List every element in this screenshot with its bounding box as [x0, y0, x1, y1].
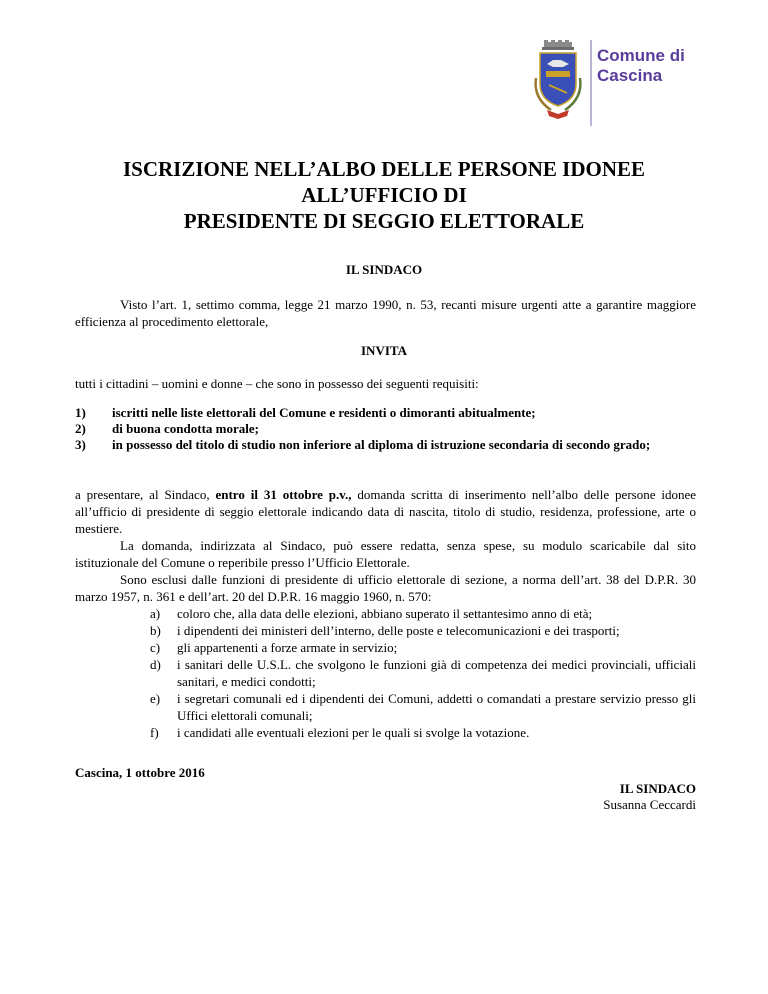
list-item-text: i segretari comunali ed i dipendenti dei Comuni, addetti o comandati a prestare servizio presso gli Uffici elettorali comunali;	[177, 691, 696, 723]
logo-line-2: Cascina	[597, 66, 663, 85]
list-item-number: 2)	[75, 421, 86, 436]
list-item-letter: e)	[150, 691, 161, 706]
list-item	[150, 605, 696, 622]
municipal-crest-icon	[527, 40, 589, 126]
list-item-text: in possesso del titolo di studio non inferiore al diploma di istruzione secondaria di secondo grado;	[112, 437, 651, 452]
logo-text	[597, 46, 685, 86]
heading-sindaco: IL SINDACO	[345, 262, 423, 277]
date-line: Cascina, 1 ottobre 2016	[75, 765, 205, 780]
esclusi-paragraph: Sono esclusi dalle funzioni di presidente di ufficio elettorale di sezione, a norma dell’art. 38 del D.P.R. 30 marzo 1957, n. 361 e dell’art. 20 del D.P.R. 16 maggio 1960, n. 570:	[75, 572, 696, 604]
list-item-number: 3)	[75, 437, 86, 452]
heading-invita: INVITA	[361, 343, 407, 358]
logo	[527, 40, 698, 126]
list-item-text: iscritti nelle liste elettorali del Comune e residenti o dimoranti abitualmente;	[112, 405, 536, 420]
exclusions-list	[150, 605, 696, 741]
list-item	[150, 656, 696, 690]
request-text-after: domanda scritta di inserimento nell’albo delle persone idonee all’ufficio di presidente di seggio elettorale indicando data di nascita, titolo di studio, residenza, professione, arte o mestiere.	[75, 487, 697, 536]
list-item	[75, 437, 696, 453]
list-item	[150, 622, 696, 639]
title-line-1: ISCRIZIONE NELL’ALBO DELLE PERSONE IDONEE	[122, 157, 646, 181]
request-paragraph	[75, 486, 696, 537]
list-item-letter: c)	[150, 640, 161, 655]
requirements-list	[75, 405, 696, 453]
domanda-paragraph: La domanda, indirizzata al Sindaco, può essere redatta, senza spese, su modulo scaricabile dal sito istituzionale del Comune o reperibile presso l’Ufficio Elettorale.	[75, 538, 696, 570]
list-item	[75, 405, 696, 421]
list-item-letter: d)	[150, 657, 161, 672]
logo-line-1: Comune di	[597, 46, 685, 65]
list-item	[150, 639, 696, 656]
list-item	[150, 724, 696, 741]
list-item	[150, 690, 696, 724]
request-text-before: a presentare, al Sindaco,	[75, 487, 216, 502]
signature-name: Susanna Ceccardi	[603, 797, 696, 812]
list-item-number: 1)	[75, 405, 86, 420]
deadline-text: entro il 31 ottobre p.v.,	[215, 487, 352, 502]
title-line-3: PRESIDENTE DI SEGGIO ELETTORALE	[183, 209, 585, 233]
title-line-2: ALL’UFFICIO DI	[301, 183, 467, 207]
document-title	[0, 156, 768, 234]
signature-role: IL SINDACO	[619, 781, 696, 796]
list-item-text: i dipendenti dei ministeri dell’interno, delle poste e telecomunicazioni e dei trasporti;	[177, 623, 620, 638]
body-paragraphs	[75, 486, 696, 605]
list-item-letter: b)	[150, 623, 161, 638]
intro-paragraph: tutti i cittadini – uomini e donne – che sono in possesso dei seguenti requisiti:	[75, 376, 479, 391]
list-item-text: i sanitari delle U.S.L. che svolgono le funzioni già di competenza dei medici provinciali, ufficiali sanitari, e medici condotti;	[177, 657, 696, 689]
list-item-letter: a)	[150, 606, 161, 621]
list-item-text: di buona condotta morale;	[112, 421, 259, 436]
visto-paragraph: Visto l’art. 1, settimo comma, legge 21 marzo 1990, n. 53, recanti misure urgenti atte a garantire maggiore efficienza al procedimento elettorale,	[75, 297, 696, 329]
list-item-text: i candidati alle eventuali elezioni per le quali si svolge la votazione.	[177, 725, 530, 740]
list-item	[75, 421, 696, 437]
list-item-text: gli appartenenti a forze armate in servizio;	[177, 640, 398, 655]
list-item-letter: f)	[150, 725, 159, 740]
logo-divider	[590, 40, 592, 126]
list-item-text: coloro che, alla data delle elezioni, abbiano superato il settantesimo anno di età;	[177, 606, 593, 621]
